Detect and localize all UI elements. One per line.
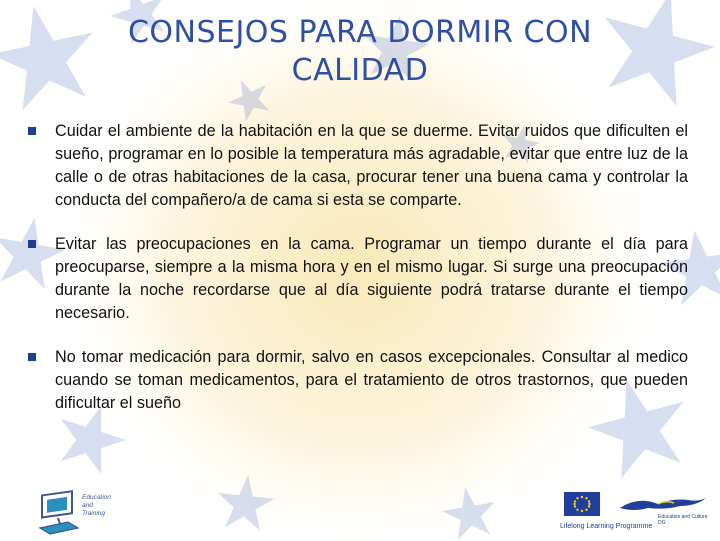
- bullet-list: [28, 120, 688, 436]
- list-item-text: No tomar medicación para dormir, salvo en casos excepcionales. Consultar al medico cuando se toman medicamentos, para el tratamiento de otros trastornos, que pueden dificultar el sueño: [55, 348, 688, 412]
- logo-line: Training: [82, 510, 106, 517]
- page-title: CONSEJOS PARA DORMIR CON CALIDAD: [127, 15, 593, 88]
- list-item: [28, 120, 688, 212]
- dove-icon: [618, 494, 708, 514]
- list-item-text: Evitar las preocupaciones en la cama. Programar un tiempo durante el día para preocuparse, siempre a la misma hora y en el mismo lugar. Si surge una preocupación durante la noche recordarse que al día siguiente podrá tratarse durante el tiempo necesario.: [55, 235, 688, 322]
- logo-line: and: [82, 502, 93, 509]
- computer-icon: [38, 490, 82, 536]
- list-item-text: Cuidar el ambiente de la habitación en la que se duerme. Evitar ruidos que dificulten el sueño, programar en lo posible la temperatura más agradable, evitar que entre luz de la calle o de otras habitaciones de la casa, procurar tener una buena cama y controlar la conducta del compañero/a de cama si esta se comparte.: [55, 122, 688, 209]
- logo-line: Education: [82, 494, 111, 501]
- education-training-caption: [82, 494, 111, 518]
- list-item: [28, 346, 688, 415]
- programme-name: Lifelong Learning Programme: [560, 523, 653, 530]
- eu-flag-icon: [564, 492, 600, 516]
- square-bullet-icon: [28, 353, 36, 361]
- education-training-logo: [38, 490, 138, 536]
- square-bullet-icon: [28, 240, 36, 248]
- lifelong-learning-logo: [558, 488, 708, 536]
- square-bullet-icon: [28, 127, 36, 135]
- eu-dg-caption: Education and Culture DG: [658, 514, 708, 526]
- list-item: [28, 233, 688, 325]
